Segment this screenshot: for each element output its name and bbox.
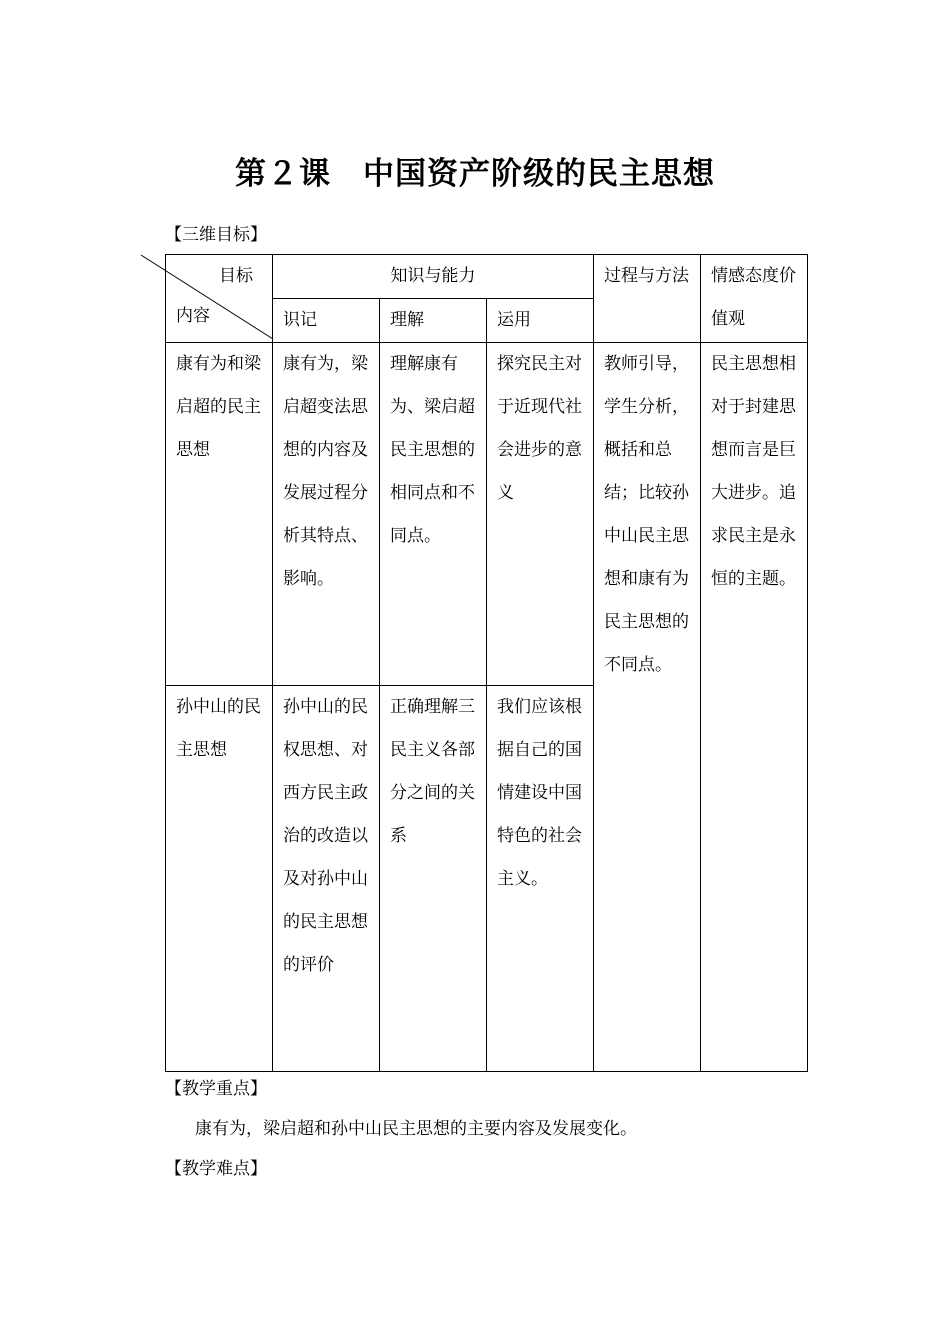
- header-understand: 理解: [380, 299, 487, 343]
- goals-table: [165, 254, 808, 1072]
- cell-process: 教师引导，学生分析，概括和总结；比较孙中山民主思想和康有为民主思想的不同点。: [594, 343, 701, 1072]
- header-process: 过程与方法: [594, 255, 701, 343]
- section-heading-focus: 【教学重点】: [165, 1079, 267, 1099]
- cell-content: 孙中山的民主思想: [166, 686, 273, 1072]
- header-emotion: 情感态度价值观: [701, 255, 808, 343]
- cell-memorize: 康有为，梁启超变法思想的内容及发展过程分析其特点、影响。: [273, 343, 380, 686]
- cell-understand: 理解康有为、梁启超民主思想的相同点和不同点。: [380, 343, 487, 686]
- cell-content: 康有为和梁启超的民主思想: [166, 343, 273, 686]
- focus-paragraph: 康有为，梁启超和孙中山民主思想的主要内容及发展变化。: [195, 1119, 637, 1139]
- cell-apply: 我们应该根据自己的国情建设中国特色的社会主义。: [487, 686, 594, 1072]
- cell-emotion: 民主思想相对于封建思想而言是巨大进步。追求民主是永恒的主题。: [701, 343, 808, 1072]
- corner-label-content: 内容: [176, 306, 210, 326]
- header-knowledge: 知识与能力: [273, 255, 594, 299]
- table-row: [166, 343, 808, 686]
- page-title: 第２课 中国资产阶级的民主思想: [235, 156, 715, 192]
- section-heading-difficulty: 【教学难点】: [165, 1159, 267, 1179]
- table-corner-cell: [166, 255, 273, 343]
- section-heading-goals: 【三维目标】: [165, 225, 267, 245]
- cell-memorize: 孙中山的民权思想、对西方民主政治的改造以及对孙中山的民主思想的评价: [273, 686, 380, 1072]
- header-memorize: 识记: [273, 299, 380, 343]
- header-apply: 运用: [487, 299, 594, 343]
- cell-apply: 探究民主对于近现代社会进步的意义: [487, 343, 594, 686]
- cell-understand: 正确理解三民主义各部分之间的关系: [380, 686, 487, 1072]
- corner-label-goal: 目标: [219, 266, 253, 286]
